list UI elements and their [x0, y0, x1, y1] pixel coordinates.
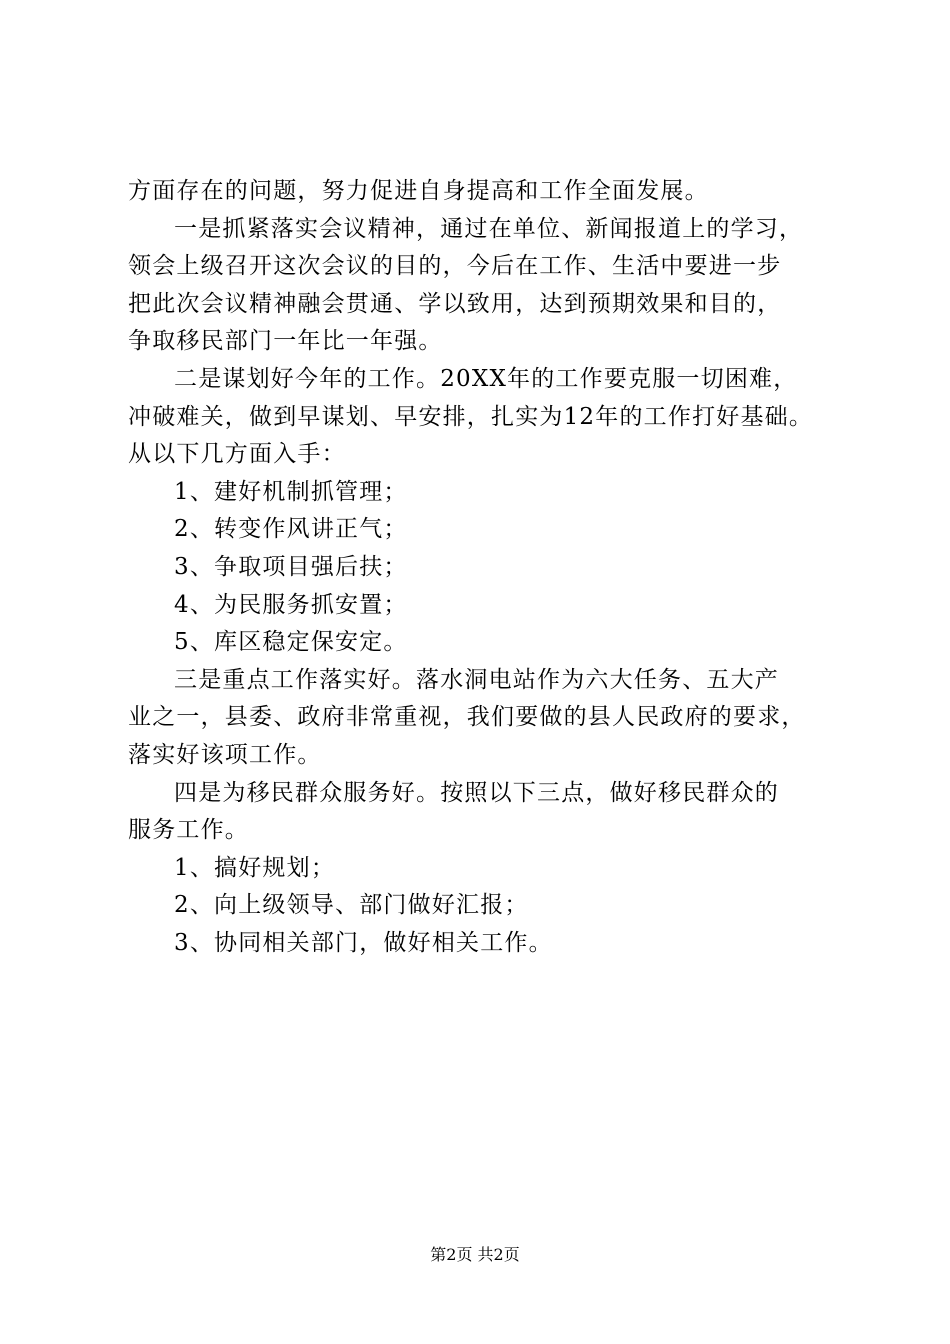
list-item: 1、搞好规划；	[174, 854, 336, 881]
paragraph-line: 业之一，县委、政府非常重视，我们要做的县人民政府的要求，	[128, 704, 806, 731]
list-item: 5、库区稳定保安定。	[174, 629, 408, 656]
paragraph-line: 二是谋划好今年的工作。20XX年的工作要克服一切困难，	[174, 365, 798, 392]
paragraph-line: 四是为移民群众服务好。按照以下三点，做好移民群众的	[174, 779, 779, 806]
paragraph-line: 领会上级召开这次会议的目的，今后在工作、生活中要进一步	[128, 253, 782, 280]
page-footer: 第2页 共2页	[430, 1245, 520, 1264]
paragraph-line: 冲破难关，做到早谋划、早安排，扎实为12年的工作打好基础。	[128, 403, 814, 430]
paragraph-line: 一是抓紧落实会议精神，通过在单位、新闻报道上的学习，	[174, 215, 804, 242]
paragraph-line: 方面存在的问题，努力促进自身提高和工作全面发展。	[128, 178, 709, 204]
paragraph-line: 争取移民部门一年比一年强。	[128, 328, 443, 355]
list-item: 2、转变作风讲正气；	[174, 516, 408, 543]
document-body	[128, 173, 848, 962]
list-item: 3、争取项目强后扶；	[174, 553, 408, 580]
list-item: 1、建好机制抓管理；	[174, 478, 408, 505]
list-item: 4、为民服务抓安置；	[174, 591, 408, 618]
list-item: 2、向上级领导、部门做好汇报；	[174, 892, 529, 919]
paragraph-line: 把此次会议精神融会贯通、学以致用，达到预期效果和目的，	[128, 290, 782, 317]
paragraph-line: 从以下几方面入手：	[128, 441, 346, 468]
paragraph-line: 三是重点工作落实好。落水洞电站作为六大任务、五大产	[174, 666, 779, 693]
list-item: 3、协同相关部门，做好相关工作。	[174, 929, 553, 956]
paragraph-line: 服务工作。	[128, 817, 249, 844]
paragraph-line: 落实好该项工作。	[128, 741, 322, 768]
